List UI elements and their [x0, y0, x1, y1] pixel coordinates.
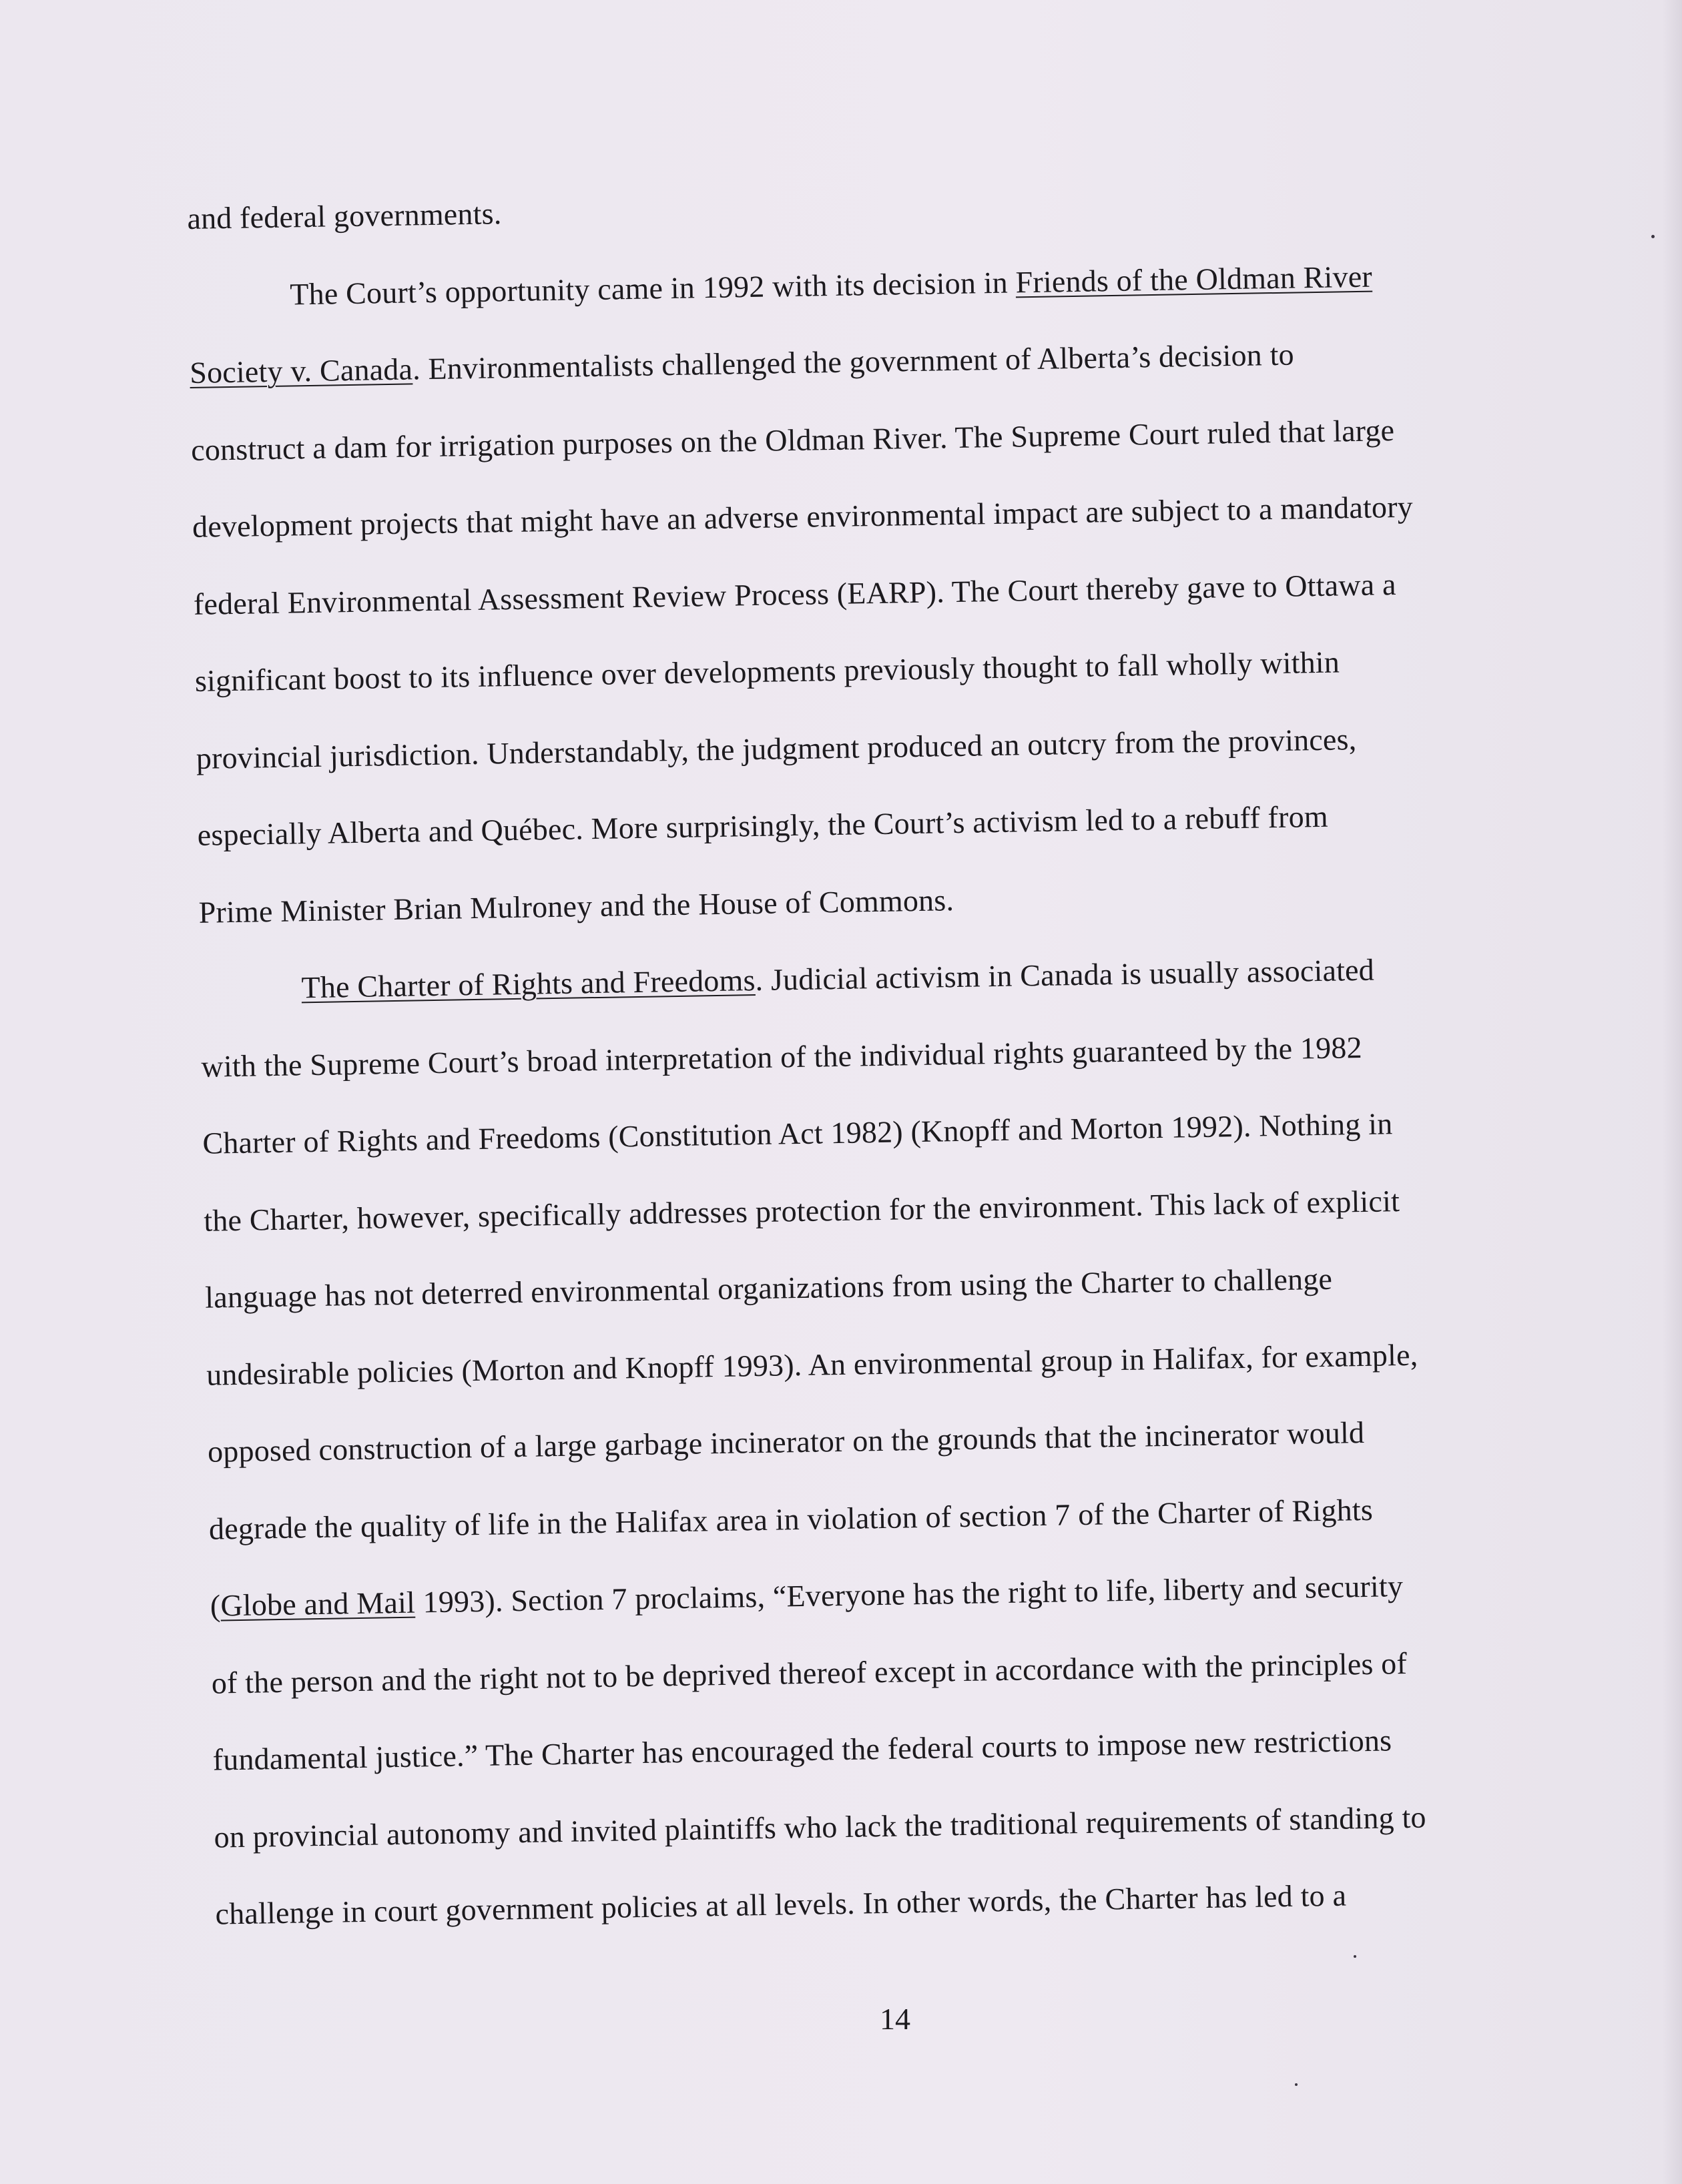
- text-line: [198, 881, 954, 932]
- text-segment: . Judicial activism in Canada is usually associated: [755, 952, 1375, 998]
- text-segment: fundamental justice.” The Charter has encouraged the federal courts to impose new restrictions: [212, 1723, 1392, 1777]
- text-line: [290, 258, 1372, 313]
- text-segment: opposed construction of a large garbage incinerator on the grounds that the incinerator would: [207, 1415, 1365, 1469]
- text-line: [214, 1798, 1426, 1856]
- text-segment: development projects that might have an adverse environmental impact are subject to a mandatory: [192, 489, 1414, 544]
- text-segment: on provincial autonomy and invited plaintiffs who lack the traditional requirements of standing to: [214, 1800, 1427, 1854]
- text-line: [211, 1645, 1407, 1702]
- underlined-citation: Globe and Mail: [220, 1585, 416, 1623]
- text-segment: Prime Minister Brian Mulroney and the House of Commons.: [198, 882, 954, 930]
- text-line: [196, 721, 1356, 777]
- paper-speck: [1295, 2083, 1298, 2086]
- text-line: [215, 1877, 1346, 1933]
- text-segment: . Environmentalists challenged the government of Alberta’s decision to: [412, 337, 1295, 386]
- text-line: [206, 1336, 1418, 1393]
- page-edge-shadow: [1662, 0, 1682, 2184]
- text-segment: degrade the quality of life in the Halifax area in violation of section 7 of the Charter of Rights: [208, 1492, 1374, 1546]
- text-line: [202, 1105, 1393, 1162]
- text-line: [190, 336, 1294, 392]
- underlined-citation: Society v. Canada: [189, 352, 413, 390]
- text-line: [204, 1182, 1400, 1240]
- text-segment: construct a dam for irrigation purposes on the Oldman River. The Supreme Court ruled that large: [190, 412, 1395, 467]
- paper-speck: [1354, 1955, 1356, 1958]
- page-number: 14: [880, 2002, 910, 2036]
- text-segment: federal Environmental Assessment Review Process (EARP). The Court thereby gave to Ottawa a: [193, 567, 1396, 621]
- text-segment: significant boost to its influence over developments previously thought to fall wholly within: [194, 645, 1340, 698]
- text-segment: provincial jurisdiction. Understandably, the judgment produced an outcry from the provinces,: [196, 721, 1357, 775]
- text-line: [208, 1414, 1365, 1471]
- text-segment: the Charter, however, specifically addresses protection for the environment. This lack of explicit: [203, 1183, 1400, 1238]
- text-segment: undesirable policies (Morton and Knopff 1993). An environmental group in Halifax, for example,: [206, 1337, 1418, 1392]
- text-line: [192, 488, 1414, 546]
- underlined-citation: The Charter of Rights and Freedoms: [301, 963, 756, 1005]
- text-line: [212, 1722, 1392, 1778]
- text-segment: and federal governments.: [187, 196, 502, 236]
- text-segment: (: [210, 1588, 221, 1623]
- text-line: [194, 643, 1340, 699]
- text-line: [191, 412, 1395, 469]
- text-line: [201, 1028, 1362, 1085]
- paper-speck: [1651, 235, 1655, 238]
- text-line: [194, 566, 1396, 623]
- text-line: [209, 1491, 1374, 1547]
- text-segment: of the person and the right not to be deprived thereof except in accordance with the principles of: [211, 1646, 1408, 1700]
- text-segment: with the Supreme Court’s broad interpretation of the individual rights guaranteed by the 1982: [201, 1030, 1363, 1084]
- text-line: [205, 1260, 1333, 1317]
- text-segment: Charter of Rights and Freedoms (Constitution Act 1982) (Knopff and Morton 1992). Nothing in: [202, 1106, 1393, 1160]
- text-segment: especially Alberta and Québec. More surprisingly, the Court’s activism led to a rebuff from: [197, 799, 1329, 852]
- body-text: [187, 177, 1562, 1931]
- text-segment: challenge in court government policies at all levels. In other words, the Charter has led to a: [215, 1878, 1347, 1931]
- underlined-citation: Friends of the Oldman River: [1015, 259, 1373, 299]
- text-line: [301, 952, 1374, 1007]
- text-line: [197, 798, 1328, 854]
- text-line: [210, 1567, 1403, 1625]
- text-segment: 1993). Section 7 proclaims, “Everyone has the right to life, liberty and security: [414, 1569, 1404, 1619]
- text-segment: The Court’s opportunity came in 1992 with its decision in: [289, 264, 1016, 311]
- text-segment: language has not deterred environmental organizations from using the Charter to challenge: [204, 1261, 1333, 1315]
- text-line: [187, 195, 502, 238]
